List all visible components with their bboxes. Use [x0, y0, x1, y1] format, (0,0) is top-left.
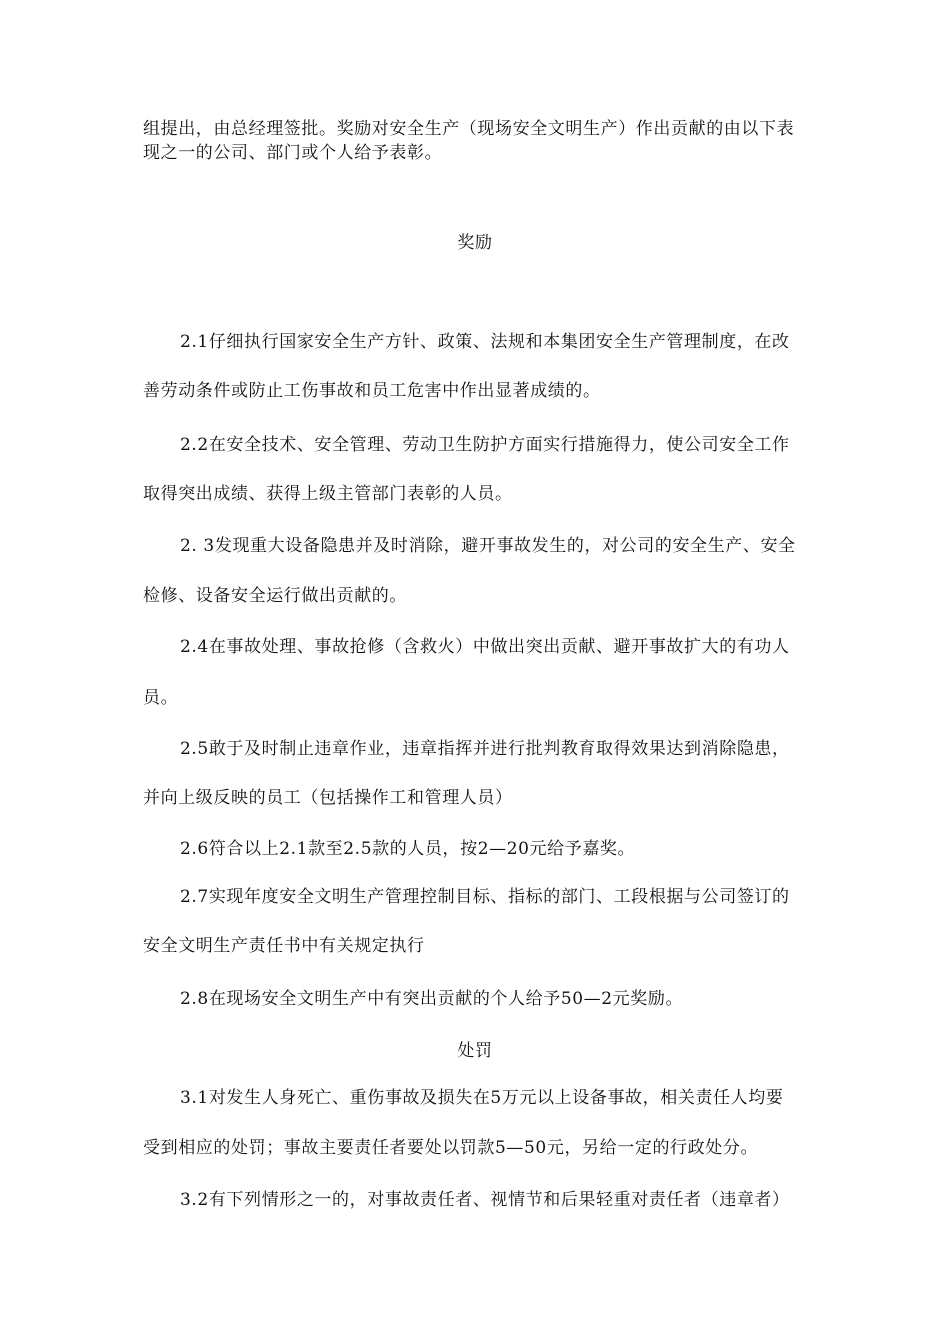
reward-item-5-line-1: 2.5敢于及时制止违章作业，违章指挥并进行批判教育取得效果达到消除隐患，: [180, 739, 790, 759]
reward-item-7-line-2: 安全文明生产责任书中有关规定执行: [143, 936, 425, 956]
reward-item-4-line-2: 员。: [143, 688, 179, 708]
penalty-item-2-line-1: 3.2有下列情形之一的，对事故责任者、视情节和后果轻重对责任者（违章者）: [180, 1190, 790, 1210]
reward-item-2-line-2: 取得突出成绩、获得上级主管部门表彰的人员。: [143, 484, 513, 504]
section-title-reward: 奖励: [457, 233, 493, 253]
intro-line-1: 组提出，由总经理签批。奖励对安全生产（现场安全文明生产）作出贡献的由以下表: [143, 119, 795, 139]
intro-line-2: 现之一的公司、部门或个人给予表彰。: [143, 143, 443, 163]
reward-item-7-line-1: 2.7实现年度安全文明生产管理控制目标、指标的部门、工段根据与公司签订的: [180, 887, 790, 907]
penalty-item-1-line-1: 3.1对发生人身死亡、重伤事故及损失在5万元以上设备事故，相关责任人均要: [180, 1088, 784, 1108]
reward-item-5-line-2: 并向上级反映的员工（包括操作工和管理人员）: [143, 788, 513, 808]
reward-item-2-line-1: 2.2在安全技术、安全管理、劳动卫生防护方面实行措施得力，使公司安全工作: [180, 435, 790, 455]
reward-item-1-line-2: 善劳动条件或防止工伤事故和员工危害中作出显著成绩的。: [143, 381, 601, 401]
reward-item-6-line-1: 2.6符合以上2.1款至2.5款的人员，按2—20元给予嘉奖。: [180, 839, 636, 859]
reward-item-4-line-1: 2.4在事故处理、事故抢修（含救火）中做出突出贡献、避开事故扩大的有功人: [180, 637, 790, 657]
reward-item-3-line-1: 2. 3发现重大设备隐患并及时消除，避开事故发生的，对公司的安全生产、安全: [180, 536, 796, 556]
section-title-penalty: 处罚: [457, 1041, 493, 1061]
reward-item-8-line-1: 2.8在现场安全文明生产中有突出贡献的个人给予50—2元奖励。: [180, 989, 684, 1009]
penalty-item-1-line-2: 受到相应的处罚；事故主要责任者要处以罚款5—50元，另给一定的行政处分。: [143, 1138, 759, 1158]
reward-item-1-line-1: 2.1仔细执行国家安全生产方针、政策、法规和本集团安全生产管理制度，在改: [180, 332, 790, 352]
reward-item-3-line-2: 检修、设备安全运行做出贡献的。: [143, 586, 407, 606]
